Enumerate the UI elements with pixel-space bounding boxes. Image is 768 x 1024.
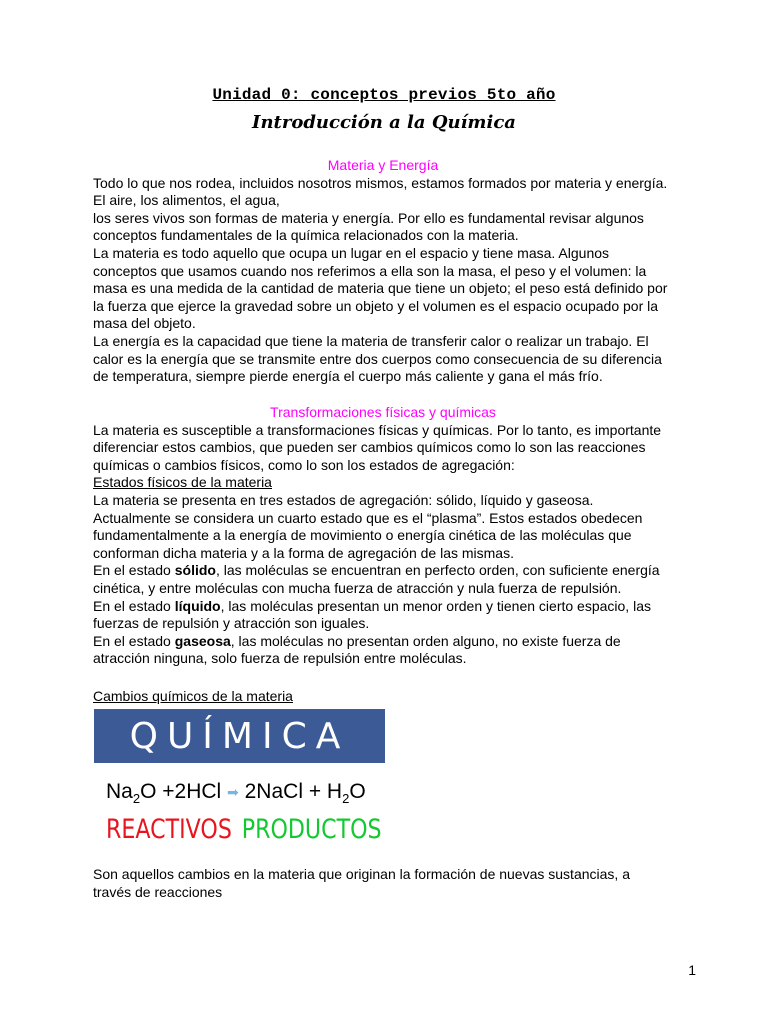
paragraph-line: masa es una medida de la cantidad de materia que tiene un objeto; el peso está definido por (93, 280, 668, 297)
arrow-right-icon: ➡ (227, 783, 239, 800)
paragraph-line: Todo lo que nos rodea, incluidos nosotros mismos, estamos formados por materia y energía. (93, 174, 668, 191)
liquid-state-line: En el estado líquido, las moléculas presentan un menor orden y tienen cierto espacio, las (93, 597, 651, 614)
subsection-heading: Cambios químicos de la materia (93, 688, 293, 704)
liquid-term: líquido (174, 597, 221, 614)
gas-state-line: En el estado gaseosa, las moléculas no presentan orden alguno, no existe fuerza de (93, 632, 621, 649)
reaction-labels (106, 814, 382, 854)
paragraph-line: masa del objeto. (93, 315, 196, 332)
paragraph-line: través de reacciones (93, 883, 223, 900)
paragraph-line: químicas o cambios físicos, como lo son los estados de agregación: (93, 456, 515, 473)
page-number: 1 (688, 962, 696, 978)
paragraph-line: La energía es la capacidad que tiene la materia de transferir calor o realizar un trabajo. El (93, 332, 649, 349)
paragraph-line: atracción ninguna, solo fuerza de repulsión entre moléculas. (93, 650, 467, 667)
paragraph-line: la fuerza que ejerce la gravedad sobre un objeto y el volumen es el espacio ocupado por la (93, 297, 659, 314)
paragraph-line: fuerzas de repulsión y atracción son iguales. (93, 615, 370, 632)
chemical-equation: $Na_2O +2HCl$ ➡ 2NaCl + $H_2O$ (106, 780, 366, 807)
paragraph-line: Son aquellos cambios en la materia que originan la formación de nuevas sustancias, a (93, 866, 630, 882)
section-cambios-text (93, 866, 683, 901)
quimica-banner-image (94, 709, 385, 763)
section-transformaciones (93, 404, 683, 668)
products-label: PRODUCTOS (241, 814, 382, 845)
paragraph-line: diferenciar estos cambios, que pueden ser cambios químicos como lo son las reacciones (93, 439, 646, 456)
paragraph-line: Actualmente se considera un cuarto estado que es el “plasma”. Estos estados obedecen (93, 509, 643, 526)
paragraph-line: calor es la energía que se transmite entre dos cuerpos como consecuencia de su diferencia (93, 350, 662, 367)
paragraph-line: La materia es todo aquello que ocupa un lugar en el espacio y tiene masa. Algunos (93, 244, 610, 261)
subsection-heading: Estados físicos de la materia (93, 474, 272, 491)
paragraph-line: conforman dicha materia y a la forma de agregación de las mismas. (93, 544, 514, 561)
paragraph-line: fundamentalmente a la energía de movimiento o energía cinética de las moléculas que (93, 527, 632, 544)
paragraph-line: conceptos que usamos cuando nos referimos a ella son la masa, el peso y el volumen: la (93, 262, 647, 279)
paragraph-line: cinética, y entre moléculas con mucha fuerza de atracción y nula fuerza de repulsión. (93, 579, 622, 596)
page-subtitle: Introducción a la Química (252, 112, 516, 133)
solid-term: sólido (174, 562, 216, 579)
paragraph-line: conceptos fundamentales de la química relacionados con la materia. (93, 227, 519, 244)
section-materia-energia (93, 157, 683, 386)
paragraph-line: La materia es susceptible a transformaciones físicas y químicas. Por lo tanto, es importante (93, 421, 662, 438)
section-cambios-quimicos (93, 688, 683, 706)
reactants-label: REACTIVOS (106, 814, 232, 845)
section-heading: Materia y Energía (327, 157, 439, 173)
paragraph-line: El aire, los alimentos, el agua, (93, 192, 280, 209)
paragraph-line: los seres vivos son formas de materia y energía. Por ello es fundamental revisar algunos (93, 209, 644, 226)
page-title: Unidad 0: conceptos previos 5to año (212, 86, 556, 104)
solid-state-line: En el estado sólido, las moléculas se encuentran en perfecto orden, con suficiente energía (93, 562, 660, 579)
paragraph-line: de temperatura, siempre pierde energía el cuerpo más caliente y gana el más frío. (93, 368, 603, 385)
section-heading: Transformaciones físicas y químicas (270, 404, 496, 420)
gas-term: gaseosa (174, 632, 231, 649)
banner-text: QUÍMICA (129, 715, 350, 757)
paragraph-line: La materia se presenta en tres estados de agregación: sólido, líquido y gaseosa. (93, 491, 594, 508)
